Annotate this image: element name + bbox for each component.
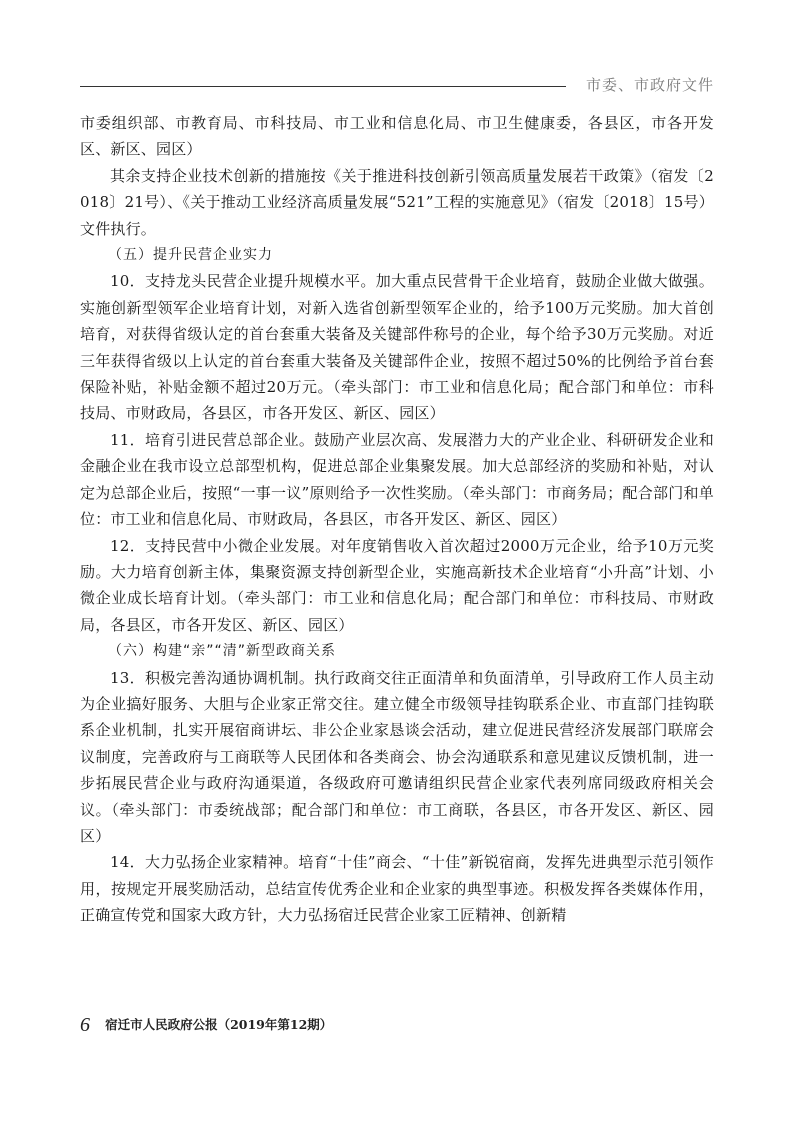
page-footer: [80, 1014, 332, 1038]
item-14: 14．大力弘扬企业家精神。培育“十佳”商会、“十佳”新锐宿商，发挥先进典型示范引领作用，按规定开展奖励活动，总结宣传优秀企业和企业家的典型事迹。积极发挥各类媒体作用，正确宣传党和国家大政方针，大力弘扬宿迁民营企业家工匠精神、创新精: [80, 853, 714, 925]
page-header: [80, 72, 714, 102]
section-heading-6: （六）构建“亲”“清”新型政商关系: [108, 643, 337, 660]
item-12: 12．支持民营中小微企业发展。对年度销售收入首次超过2000万元企业，给予10万元奖励。大力培育创新主体，集聚资源支持创新型企业，实施高新技术企业培育“小升高”计划、小微企业成长培育计划。（牵头部门：市工业和信息化局；配合部门和单位：市科技局、市财政局，各县区，市各开发区、新区、园区）: [80, 536, 714, 634]
paragraph-other-measures: 其余支持企业技术创新的措施按《关于推进科技创新引领高质量发展若干政策》（宿发〔2018〕21号）、《关于推动工业经济高质量发展“521”工程的实施意见》（宿发〔2018〕15号）文件执行。: [80, 166, 714, 238]
paragraph-continuation: 市委组织部、市教育局、市科技局、市工业和信息化局、市卫生健康委，各县区，市各开发区、新区、园区）: [80, 114, 714, 159]
item-10: 10．支持龙头民营企业提升规模水平。加大重点民营骨干企业培育，鼓励企业做大做强。实施创新型领军企业培育计划，对新入选省创新型领军企业的，给予100万元奖励。加大首创培育，对获得省级认定的首台套重大装备及关键部件称号的企业，每个给予30万元奖励。对近三年获得省级以上认定的首台套重大装备及关键部件企业，按照不超过50%的比例给予首台套保险补贴，补贴金额不超过20万元。（牵头部门：市工业和信息化局；配合部门和单位：市科技局、市财政局，各县区，市各开发区、新区、园区）: [80, 272, 714, 423]
header-rule: [80, 86, 566, 87]
item-11: 11．培育引进民营总部企业。鼓励产业层次高、发展潜力大的产业企业、科研研发企业和金融企业在我市设立总部型机构，促进总部企业集聚发展。加大总部经济的奖励和补贴，对认定为总部企业后，按照“一事一议”原则给予一次性奖励。（牵头部门：市商务局；配合部门和单位：市工业和信息化局、市财政局，各县区，市各开发区、新区、园区）: [80, 430, 714, 529]
publication-title: 宿迁市人民政府公报（2019年第12期）: [105, 1017, 333, 1032]
section-title: 市委、市政府文件: [585, 76, 714, 94]
section-heading-5: （五）提升民营企业实力: [108, 247, 273, 264]
document-body: [80, 110, 714, 929]
page-number: 6: [80, 1014, 90, 1036]
item-13: 13．积极完善沟通协调机制。执行政商交往正面清单和负面清单，引导政府工作人员主动为企业搞好服务、大胆与企业家正常交往。建立健全市级领导挂钩联系企业、市直部门挂钩联系企业机制，扎实开展宿商讲坛、非公企业家恳谈会活动，建立促进民营经济发展部门联席会议制度，完善政府与工商联等人民团体和各类商会、协会沟通联系和意见建议反馈机制，进一步拓展民营企业与政府沟通渠道，各级政府可邀请组织民营企业家代表列席同级政府相关会议。（牵头部门：市委统战部；配合部门和单位：市工商联，各县区，市各开发区、新区、园区）: [80, 668, 714, 845]
